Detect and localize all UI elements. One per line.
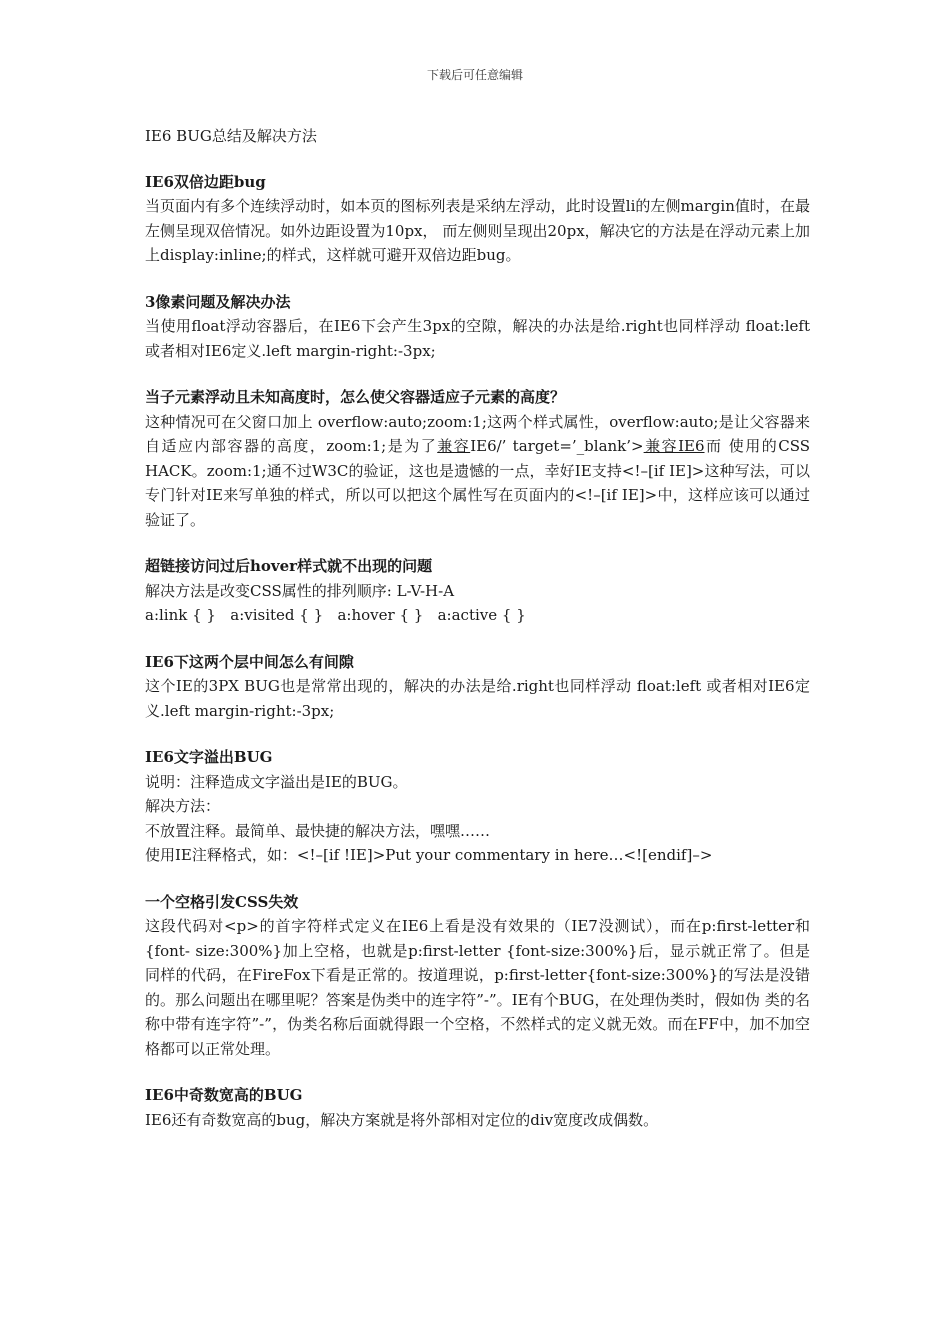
section-title: 当子元素浮动且未知高度时，怎么使父容器适应子元素的高度？: [145, 388, 566, 406]
section-title: IE6下这两个层中间怎么有间隙: [145, 652, 354, 671]
compat-ie6-link[interactable]: 兼容IE6: [643, 437, 705, 455]
page-header: 下载后可任意编辑: [426, 68, 523, 82]
section-3px-gap: [145, 290, 810, 364]
section-paragraph: 不放置注释。最简单、最快捷的解决方法，嘿嘿……: [145, 821, 491, 840]
document-body: [145, 124, 810, 1154]
section-paragraph: 解决方法：: [145, 797, 221, 815]
section-title: IE6双倍边距bug: [145, 172, 266, 191]
section-space-css: [145, 890, 810, 1062]
compat-link[interactable]: 兼容: [437, 437, 471, 455]
paragraph-text: IE6/’ target=’_blank’>: [470, 437, 644, 455]
section-paragraph: 说明：注释造成文字溢出是IE的BUG。: [145, 772, 408, 791]
section-paragraph: 这段代码对<p>的首字符样式定义在IE6上看是没有效果的（IE7没测试），而在p:first-letter和{font- size:300%}加上空格，也就是p:first-letter {font-size:300%}后，显示就正常了。但是同样的代码，在FireFox下看是正常的。按道理说，p:first-letter{font-size:300%}的写法是没错的。那么问题出在哪里呢？答案是伪类中的连字符”-”。IE有个BUG，在处理伪类时，假如伪 类的名称中带有连字符”-”，伪类名称后面就得跟一个空格，不然样式的定义就无效。而在FF中，加不加空格都可以正常处理。: [145, 917, 810, 1058]
section-title: 3像素问题及解决办法: [145, 292, 291, 311]
section-paragraph: IE6还有奇数宽高的bug，解决方案就是将外部相对定位的div宽度改成偶数。: [145, 1110, 659, 1129]
section-float-height: [145, 385, 810, 532]
section-paragraph: 当页面内有多个连续浮动时，如本页的图标列表是采纳左浮动，此时设置li的左侧margin值时，在最左侧呈现双倍情况。如外边距设置为10px， 而左侧则呈现出20px，解决它的方法是在浮动元素上加上display:inline;的样式，这样就可避开双倍边距bug。: [145, 197, 810, 264]
section-title: 超链接访问过后hover样式就不出现的问题: [145, 557, 433, 575]
section-code-line: a:link { } a:visited { } a:hover { } a:active { }: [145, 606, 526, 624]
section-paragraph: [145, 410, 810, 533]
section-text-overflow: [145, 745, 810, 868]
paragraph-text: 这种情况可在父窗口加上 overflow:auto;zoom:1;这两个样式属性，overflow:auto;是让父容器来自适应内部容器的高度，zoom:1;是为了: [145, 412, 810, 455]
section-paragraph: 使用IE注释格式，如：<!–[if !IE]>Put your commentary in here…<![endif]–>: [145, 846, 713, 864]
section-paragraph: 这个IE的3PX BUG也是常常出现的，解决的办法是给.right也同样浮动 float:left 或者相对IE6定义.left margin-right:-3px;: [145, 677, 810, 720]
section-paragraph: 解决方法是改变CSS属性的排列顺序: L-V-H-A: [145, 581, 455, 600]
document-title: IE6 BUG总结及解决方法: [145, 127, 317, 145]
section-title: 一个空格引发CSS失效: [145, 892, 299, 911]
section-layer-gap: [145, 650, 810, 724]
section-double-margin: [145, 170, 810, 268]
paragraph-text: 而 使用的CSS HACK。zoom:1;通不过W3C的验证，这也是遗憾的一点，幸好IE支持<!–[if IE]>这种写法，可以专门针对IE来写单独的样式，所以可以把这个属性写在页面内的<!–[if IE]>中，这样应该可以通过验证了。: [145, 437, 810, 529]
section-odd-size: [145, 1083, 810, 1132]
section-title: IE6中奇数宽高的BUG: [145, 1086, 303, 1104]
section-paragraph: 当使用float浮动容器后，在IE6下会产生3px的空隙，解决的办法是给.right也同样浮动 float:left 或者相对IE6定义.left margin-right:-3px;: [145, 317, 810, 360]
section-hover-order: [145, 554, 810, 628]
section-title: IE6文字溢出BUG: [145, 748, 273, 766]
